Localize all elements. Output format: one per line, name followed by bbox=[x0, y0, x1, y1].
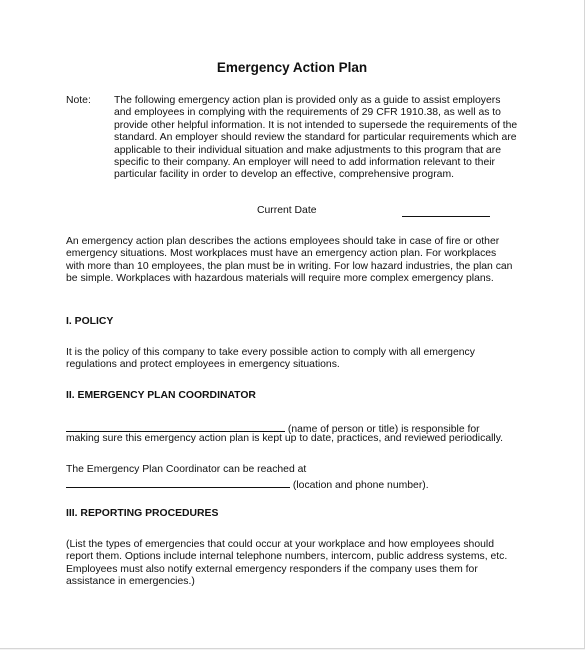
policy-text: It is the policy of this company to take every possible action to comply with all emergency regulations and protect employees in emergency situations. bbox=[66, 347, 475, 371]
intro-paragraph: An emergency action plan describes the actions employees should take in case of fire or other emergency situations. Most workplaces must have an emergency action plan. For workplaces with more than 10 employees, the plan must be in writing. For low hazard industries, the plan can be simple. Workplaces with hazardous materials will require more complex emergency plans. bbox=[66, 236, 513, 285]
note-text: The following emergency action plan is provided only as a guide to assist employers and employees in complying with the requirements of 29 CFR 1910.38, as well as to provide other helpful information. It is not intended to supersede the requirements of the standard. An employer should review the standard for particular requirements which are applicable to their individual situation and make adjustments to this program that are specific to their company. An employer will need to add information relevant to their particular facility in order to develop an effective, comprehensive program. bbox=[114, 95, 518, 181]
policy-heading: I. POLICY bbox=[66, 316, 114, 327]
coordinator-contact-blank bbox=[66, 477, 290, 488]
coordinator-contact-suffix: (location and phone number). bbox=[292, 480, 429, 491]
coordinator-heading: II. EMERGENCY PLAN COORDINATOR bbox=[66, 390, 256, 401]
coordinator-contact-row bbox=[66, 477, 429, 492]
coordinator-name-suffix: (name of person or title) is responsible for bbox=[287, 424, 480, 435]
current-date-blank bbox=[402, 205, 490, 217]
reporting-heading: III. REPORTING PROCEDURES bbox=[66, 508, 219, 519]
coordinator-name-blank bbox=[66, 421, 285, 432]
current-date-label: Current Date bbox=[257, 205, 317, 216]
document-title: Emergency Action Plan bbox=[216, 60, 368, 75]
note-label: Note: bbox=[66, 95, 91, 106]
coordinator-reach-text: The Emergency Plan Coordinator can be reached at bbox=[66, 464, 307, 475]
reporting-text: (List the types of emergencies that could occur at your workplace and how employees should report them. Options include internal telephone numbers, intercom, public address systems, etc. Employees must also notify external emergency responders if the company uses them for assistance in emergencies.) bbox=[66, 539, 508, 588]
coordinator-responsibility: making sure this emergency action plan is kept up to date, practices, and reviewed periodically. bbox=[66, 433, 504, 444]
